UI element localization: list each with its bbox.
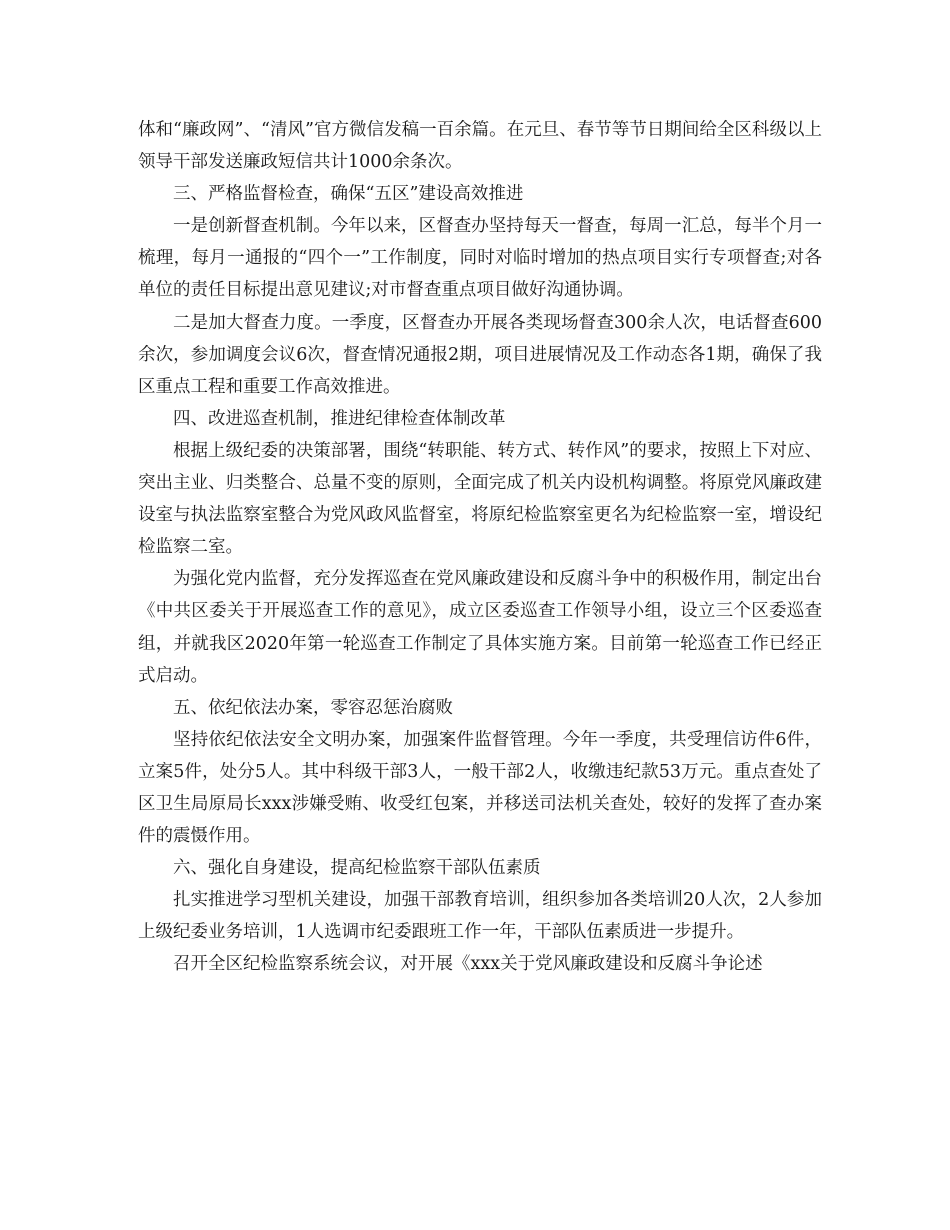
paragraph-4: 二是加大督查力度。一季度，区督查办开展各类现场督查300余人次，电话督查600余次，参加调度会议6次，督查情况通报2期，项目进展情况及工作动态各1期，确保了我区重点工程和重要工作高效推进。 (138, 312, 822, 397)
paragraph-12: 召开全区纪检监察系统会议，对开展《xxx关于党风廉政建设和反腐斗争论述 (173, 954, 763, 975)
paragraph-9: 坚持依纪依法安全文明办案，加强案件监督管理。今年一季度，共受理信访件6件，立案5件，处分5人。其中科级干部3人，一般干部2人，收缴违纪款53万元。重点查处了区卫生局原局长xxx涉嫌受贿、收受红包案，并移送司法机关查处，较好的发挥了查办案件的震慑作用。 (138, 729, 822, 847)
paragraph-3: 一是创新督查机制。今年以来，区督查办坚持每天一督查，每周一汇总，每半个月一梳理，每月一通报的“四个一”工作制度，同时对临时增加的热点项目实行专项督查;对各单位的责任目标提出意见建议;对市督查重点项目做好沟通协调。 (138, 216, 822, 301)
paragraph-1: 体和“廉政网”、“清风”官方微信发稿一百余篇。在元旦、春节等节日期间给全区科级以上领导干部发送廉政短信共计1000余条次。 (138, 120, 822, 173)
section-heading-4: 四、改进巡查机制，推进纪律检查体制改革 (173, 408, 506, 429)
paragraph-7: 为强化党内监督，充分发挥巡查在党风廉政建设和反腐斗争中的积极作用，制定出台《中共区委关于开展巡查工作的意见》，成立区委巡查工作领导小组，设立三个区委巡查组，并就我区2020年第一轮巡查工作制定了具体实施方案。目前第一轮巡查工作已经正式启动。 (138, 569, 822, 686)
section-heading-5: 五、依纪依法办案，零容忍惩治腐败 (173, 697, 453, 718)
paragraph-6: 根据上级纪委的决策部署，围绕“转职能、转方式、转作风”的要求，按照上下对应、突出主业、归类整合、总量不变的原则，全面完成了机关内设机构调整。将原党风廉政建设室与执法监察室整合为党风政风监督室，将原纪检监察室更名为纪检监察一室，增设纪检监察二室。 (138, 440, 822, 558)
paragraph-11: 扎实推进学习型机关建设，加强干部教育培训，组织参加各类培训20人次，2人参加上级纪委业务培训，1人选调市纪委跟班工作一年，干部队伍素质进一步提升。 (138, 890, 822, 943)
section-heading-3: 三、严格监督检查，确保“五区”建设高效推进 (173, 184, 524, 205)
section-heading-6: 六、强化自身建设，提高纪检监察干部队伍素质 (173, 858, 541, 879)
document-page (138, 114, 822, 981)
